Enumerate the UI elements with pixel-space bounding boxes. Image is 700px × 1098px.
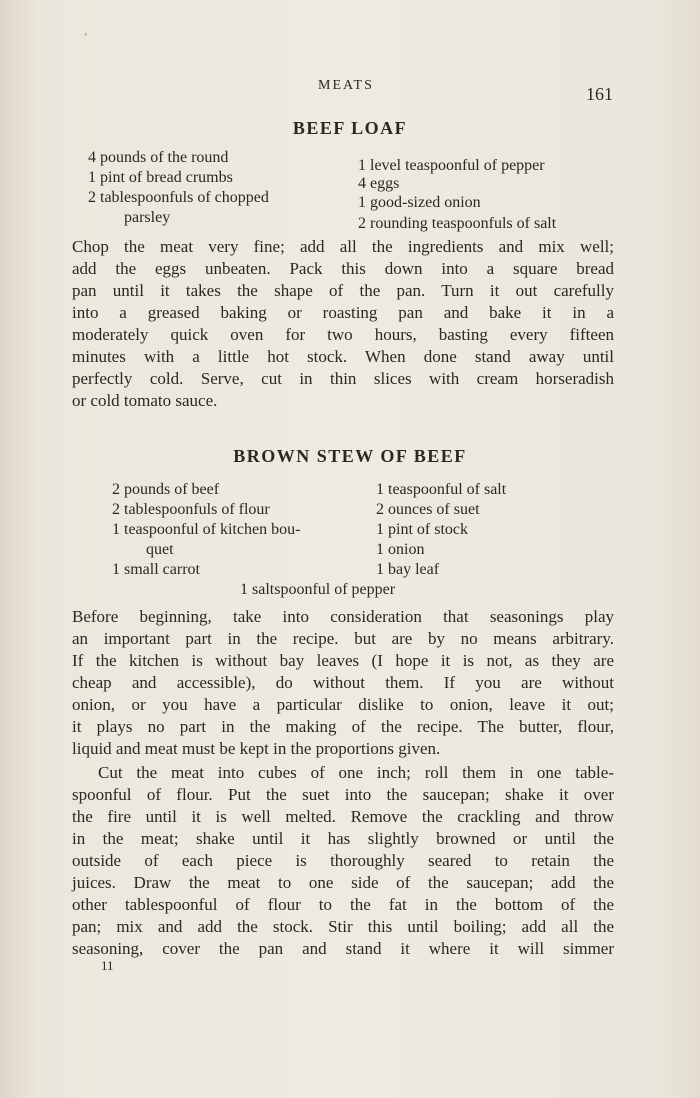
text-line: into a greased baking or roasting pan and bake it in a xyxy=(72,303,614,322)
text-line: onion, or you have a particular dislike to onion, leave it out; xyxy=(72,695,614,714)
text-line: seasoning, cover the pan and stand it where it will simmer xyxy=(72,939,614,958)
beef-loaf-ingredient: 2 rounding teaspoonfuls of salt xyxy=(358,215,557,232)
brown-stew-ingredient: 1 teaspoonful of kitchen bou- xyxy=(112,521,301,538)
beef-loaf-ingredient: 2 tablespoonfuls of chopped xyxy=(88,189,269,206)
page-number: 161 xyxy=(586,84,613,104)
text-line: moderately quick oven for two hours, basting every fifteen xyxy=(72,325,614,344)
brown-stew-ingredient: 1 small carrot xyxy=(112,561,200,578)
brown-stew-ingredient: 2 pounds of beef xyxy=(112,481,220,498)
beef-loaf-ingredient: 4 pounds of the round xyxy=(88,149,229,166)
text-line: pan until it takes the shape of the pan. Turn it out carefully xyxy=(72,281,614,300)
text-line: If the kitchen is without bay leaves (I hope it is not, as they are xyxy=(72,651,614,670)
beef-loaf-ingredient: 1 pint of bread crumbs xyxy=(88,169,233,186)
text-line: it plays no part in the making of the recipe. The butter, flour, xyxy=(72,717,614,736)
brown-stew-ingredient: 1 teaspoonful of salt xyxy=(376,481,507,498)
brown-stew-ingredient: 1 pint of stock xyxy=(376,521,468,538)
text-line: other tablespoonful of flour to the fat in the bottom of the xyxy=(72,895,614,914)
recipe-title-beef-loaf: BEEF LOAF xyxy=(292,118,408,138)
recipe-title-brown-stew: BROWN STEW OF BEEF xyxy=(233,446,467,466)
brown-stew-ingredient: 2 ounces of suet xyxy=(376,501,480,518)
text-line: minutes with a little hot stock. When done stand away until xyxy=(72,347,614,366)
brown-stew-ingredient: 1 bay leaf xyxy=(376,561,440,578)
text-line: in the meat; shake until it has slightly browned or until the xyxy=(72,829,614,848)
brown-stew-ingredient: 1 onion xyxy=(376,541,425,558)
beef-loaf-ingredient: 1 good-sized onion xyxy=(358,194,481,211)
text-line: outside of each piece is thoroughly seared to retain the xyxy=(72,851,614,870)
brown-stew-ingredient: 2 tablespoonfuls of flour xyxy=(112,501,270,518)
beef-loaf-ingredient: 4 eggs xyxy=(358,175,400,192)
text-line: an important part in the recipe. but are by no means arbitrary. xyxy=(72,629,614,648)
text-line: or cold tomato sauce. xyxy=(72,391,218,410)
text-line: juices. Draw the meat to one side of the saucepan; add the xyxy=(72,873,614,892)
text-line: pan; mix and add the stock. Stir this until boiling; add all the xyxy=(72,917,614,936)
text-line: the fire until it is well melted. Remove the crackling and throw xyxy=(72,807,614,826)
text-line: liquid and meat must be kept in the proportions given. xyxy=(72,739,441,758)
signature-mark: 11 xyxy=(101,958,114,973)
text-line: Cut the meat into cubes of one inch; roll them in one table- xyxy=(98,763,614,782)
brown-stew-intro xyxy=(72,606,614,760)
text-line: Before beginning, take into consideration that seasonings play xyxy=(72,607,614,626)
ink-speck: ʻ xyxy=(84,32,88,43)
beef-loaf-method xyxy=(72,236,614,412)
text-line: cheap and accessible), do without them. If you are without xyxy=(72,673,614,692)
text-line: perfectly cold. Serve, cut in thin slices with cream horseradish xyxy=(72,369,614,388)
beef-loaf-ingredient: parsley xyxy=(124,209,171,226)
brown-stew-method xyxy=(72,762,614,960)
text-line: add the eggs unbeaten. Pack this down into a square bread xyxy=(72,259,614,278)
text-line: Chop the meat very fine; add all the ingredients and mix well; xyxy=(72,237,614,256)
text-line: spoonful of flour. Put the suet into the saucepan; shake it over xyxy=(72,785,614,804)
brown-stew-ingredient: quet xyxy=(146,541,174,558)
brown-stew-ingredient: 1 saltspoonful of pepper xyxy=(240,581,396,598)
running-head: MEATS xyxy=(318,78,374,93)
beef-loaf-ingredient: 1 level teaspoonful of pepper xyxy=(358,157,545,174)
